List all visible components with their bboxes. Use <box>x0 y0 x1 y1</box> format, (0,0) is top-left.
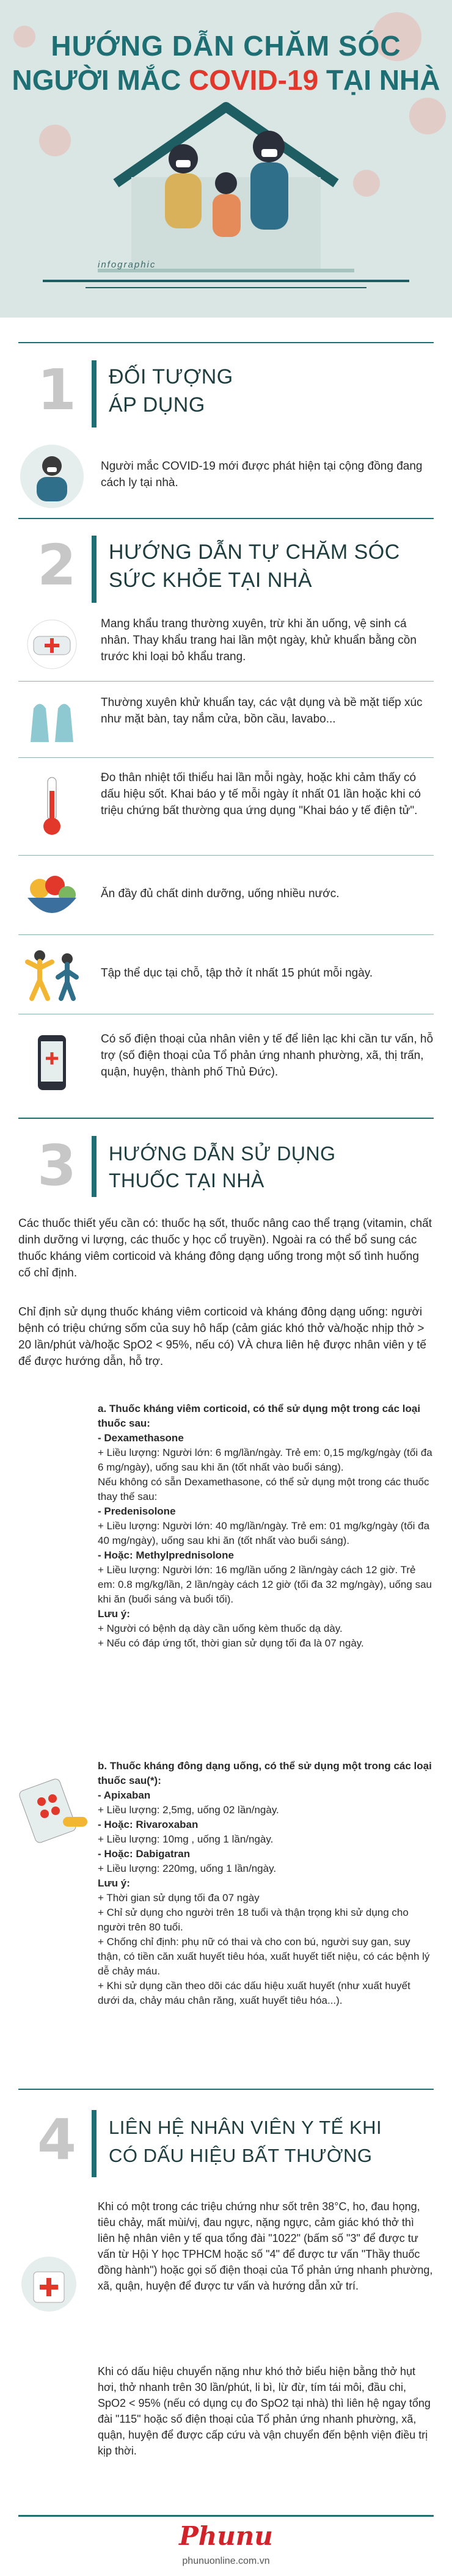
section-1-header <box>0 351 452 437</box>
pills-icon <box>17 1771 90 1844</box>
section-3-header <box>0 1127 452 1212</box>
dosage-text: + Liều lượng: Người lớn: 40 mg/lần/ngày. Trẻ em: 01 mg/kg/ngày (tối đa 40 mg/ngày), uống sau khi ăn (tốt nhất vào buổi sáng). <box>98 1520 430 1546</box>
dosage-text: + Liều lượng: Người lớn: 16 mg/lần uống 2 lần/ngày cách 12 giờ. Trẻ em: 0.8 mg/kg/lần, 2 lần/ngày cách 12 giờ (tối đa 32 mg/ngày), uống sau khi ăn (buổi sáng và buổi tối). <box>98 1564 432 1605</box>
title-highlight: COVID-19 <box>189 64 319 96</box>
hero-banner <box>0 0 452 318</box>
drug-name: - Dexamethasone <box>98 1432 184 1444</box>
caution-text: + Nếu có đáp ứng tốt, thời gian sử dụng tối đa là 07 ngày. <box>98 1637 364 1649</box>
caution-text: + Khi sử dụng cần theo dõi các dấu hiệu xuất huyết (như xuất huyết dưới da, chảy máu chân răng, xuất huyết tiêu hóa...). <box>98 1980 410 2006</box>
section-title-line1: HƯỚNG DẪN TỰ CHĂM SÓC <box>109 540 400 564</box>
item-text: Có số điện thoại của nhân viên y tế để liên lạc khi cần tư vấn, hỗ trợ (số điện thoại của Tổ phản ứng nhanh phường, xã, thị trấn, quận, huyện, thành phố Thủ Đức). <box>101 1033 434 1079</box>
item-text: Tập thể dục tại chỗ, tập thở ít nhất 15 phút mỗi ngày. <box>101 967 373 980</box>
divider <box>18 855 434 856</box>
drug-name: - Hoặc: Methylprednisolone <box>98 1549 234 1561</box>
caution-text: + Thời gian sử dụng tối đa 07 ngày <box>98 1892 260 1904</box>
section-title-line1: LIÊN HỆ NHÂN VIÊN Y TẾ KHI <box>109 2117 382 2138</box>
section-rule <box>18 342 434 343</box>
divider <box>18 934 434 935</box>
medical-contact-icon <box>18 2254 86 2321</box>
section-title-line2: SỨC KHỎE TẠI NHÀ <box>109 569 313 592</box>
anticoagulant-list <box>98 1759 434 2008</box>
item-text: Ăn đầy đủ chất dinh dưỡng, uống nhiều nước. <box>101 887 340 900</box>
list-item <box>18 763 434 849</box>
section-number: 4 <box>37 2107 76 2172</box>
dosage-text: + Liều lượng: 10mg , uống 1 lần/ngày. <box>98 1833 274 1845</box>
section-rule <box>18 1118 434 1119</box>
list-item <box>18 941 434 1008</box>
divider <box>18 757 434 758</box>
section-2-header <box>0 526 452 612</box>
phone-icon <box>18 1029 86 1096</box>
page-title-line2 <box>0 64 452 96</box>
list-item <box>18 1020 434 1105</box>
corticoid-list <box>98 1402 434 1651</box>
corticoid-heading: a. Thuốc kháng viêm corticoid, có thể sử dụng một trong các loại thuốc sau: <box>98 1403 421 1429</box>
section-title-line2: THUỐC TẠI NHÀ <box>109 1170 264 1192</box>
section-number: 2 <box>37 533 76 598</box>
divider <box>18 681 434 682</box>
section-bar <box>92 536 97 603</box>
title-prefix: NGƯỜI MẮC <box>12 64 189 96</box>
hero-divider-thin <box>86 287 366 288</box>
note-text: Nếu không có sẵn Dexamethasone, có thể sử dụng một trong các thuốc thay thế sau: <box>98 1476 429 1502</box>
section-4-header <box>0 2101 452 2186</box>
drug-name: - Apixaban <box>98 1789 151 1801</box>
medication-indication: Chỉ định sử dụng thuốc kháng viêm corticoid và kháng đông dạng uống: người bệnh có triệu chứng sốm của suy hô hấp (cảm giác khó thở và/hoặc nhịp thở > 20 lần/phút và/hoặc SpO2 < 95%, nếu có) VÀ chưa liên hệ được nhân viên y tế để được hướng dẫn, hỗ trợ. <box>18 1306 426 1368</box>
list-item <box>18 687 434 754</box>
item-text: Người mắc COVID-19 mới được phát hiện tại cộng đồng đang cách ly tại nhà. <box>101 460 423 489</box>
section-rule <box>18 518 434 519</box>
medication-intro: Các thuốc thiết yếu cần có: thuốc hạ sốt, thuốc nâng cao thể trạng (vitamin, chất dinh dưỡng vi lượng, các thuốc y học cổ truyền). Ngoài ra có thể bổ sung các thuốc kháng viêm corticoid và kháng đông dạng uống trong một số tình huống cố chỉ định. <box>18 1217 432 1279</box>
caution-text: + Chống chỉ định: phụ nữ có thai và cho con bú, người suy gan, suy thận, có tiền căn xuất huyết tiêu hóa, xuất huyết tiết niệu, có các bệnh lý dễ chảy máu. <box>98 1936 430 1977</box>
list-item <box>18 611 434 678</box>
item-text: Đo thân nhiệt tối thiểu hai lần mỗi ngày, hoặc khi cảm thấy có dấu hiệu sốt. Khai báo y tế mỗi ngày ít nhất 01 lần hoặc khi có triệu chứng bất thường qua ứng dụng "Khai báo y tế điện tử". <box>101 771 421 817</box>
footer-rule <box>18 2515 434 2517</box>
anticoagulant-heading: b. Thuốc kháng đông dạng uống, có thể sử dụng một trong các loại thuốc sau(*): <box>98 1760 432 1786</box>
caution-text: + Chỉ sử dụng cho người trên 18 tuổi và thận trọng khi sử dụng cho người trên 80 tuổi. <box>98 1907 409 1933</box>
caution-text: + Người có bệnh dạ dày cần uống kèm thuốc dạ dày. <box>98 1623 343 1634</box>
section-title-line2: CÓ DẤU HIỆU BẤT THƯỜNG <box>109 2145 373 2166</box>
thermometer-icon <box>18 773 86 840</box>
fruit-bowl-icon <box>18 861 86 928</box>
dosage-text: + Liều lượng: 220mg, uống 1 lần/ngày. <box>98 1863 277 1874</box>
gloves-icon <box>18 687 86 754</box>
section-rule <box>18 2089 434 2090</box>
title-suffix: TẠI NHÀ <box>318 64 440 96</box>
list-item <box>18 861 434 928</box>
drug-name: - Hoặc: Rivaroxaban <box>98 1819 199 1830</box>
section-title-line1: ĐỐI TƯỢNG <box>109 365 233 388</box>
section-title-line1: HƯỚNG DẪN SỬ DỤNG <box>109 1143 336 1165</box>
item-text: Thường xuyên khử khuẩn tay, các vật dụng và bề mặt tiếp xúc như mặt bàn, tay nắm cửa, bồn cầu, lavabo... <box>101 696 423 726</box>
drug-name: - Hoặc: Dabigatran <box>98 1848 191 1860</box>
section-bar <box>92 1136 97 1197</box>
infographic-caption: infographic <box>98 260 156 270</box>
dosage-text: + Liều lượng: Người lớn: 6 mg/lần/ngày. Trẻ em: 0,15 mg/kg/ngày (tối đa 6 mg/ngày), uống sau khi ăn (tốt nhất vào buổi sáng). <box>98 1447 432 1473</box>
section-bar <box>92 360 97 428</box>
list-item <box>18 443 434 510</box>
section-number: 3 <box>37 1133 76 1198</box>
caution-label: Lưu ý: <box>98 1877 130 1889</box>
page-title-line1: HƯỚNG DẪN CHĂM SÓC <box>51 30 401 62</box>
site-url: phunuonline.com.vn <box>182 2556 270 2566</box>
contact-paragraph-2: Khi có dấu hiệu chuyển nặng như khó thở biểu hiện bằng thở hụt hơi, thở nhanh trên 30 lần/phút, li bì, lừ đừ, tím tái môi, đầu chi, SpO2 < 95% (nếu có dụng cụ đo SpO2 tại nhà) thì liên hệ ngay tổng đài "115" hoặc số điện thoại của Tổ phản ứng nhanh phường, xã, quận, huyện để được cấp cứu và vận chuyển đến bệnh viện điều trị kịp thời. <box>98 2365 431 2457</box>
section-title-line2: ÁP DỤNG <box>109 393 205 417</box>
hero-divider <box>43 280 409 282</box>
patient-icon <box>18 443 86 510</box>
item-text: Mang khẩu trang thường xuyên, trừ khi ăn uống, vệ sinh cá nhân. Thay khẩu trang hai lần một ngày, khử khuẩn bằng cồn trước khi loại bỏ khẩu trang. <box>101 617 417 663</box>
section-number: 1 <box>37 357 76 423</box>
drug-name: - Predenisolone <box>98 1505 176 1517</box>
dosage-text: + Liều lượng: 2,5mg, uống 02 lần/ngày. <box>98 1804 279 1816</box>
face-mask-icon <box>18 611 86 678</box>
brand-logo: Phunu <box>179 2521 273 2551</box>
contact-paragraph-1: Khi có một trong các triệu chứng như sốt trên 38°C, ho, đau họng, tiêu chảy, mất mùi/vị, đau ngực, nặng ngực, cảm giác khó thở thì liên hệ nhân viên y tế qua tổng đài "1022" (bấm số "3" để được tư vấn từ Hội Y học TPHCM hoặc số "4" để được tư vấn "Thầy thuốc đồng hành") hoặc gọi số điện thoại của Tổ phản ứng nhanh phường, xã, quận, huyện để được tư vấn và hướng dẫn xử trí. <box>98 2200 433 2292</box>
caution-label: Lưu ý: <box>98 1608 130 1620</box>
section-bar <box>92 2110 97 2177</box>
exercise-icon <box>18 941 86 1008</box>
